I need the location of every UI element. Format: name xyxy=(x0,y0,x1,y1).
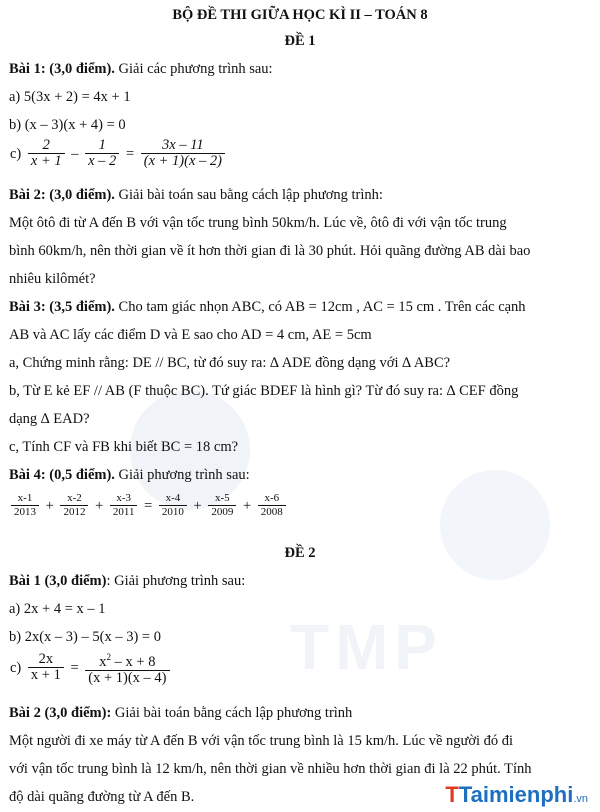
fraction: $\frac{x-4}{2010}$ xyxy=(159,492,187,519)
de1-bai3-b1: b, Từ E kẻ EF // AB (F thuộc BC). Tứ giác BDEF là hình gì? Từ đó suy ra: ∆ CEF đồng xyxy=(9,383,519,399)
de2-bai1-heading: Bài 1 (3,0 điểm): Giải phương trình sau: xyxy=(9,573,246,589)
fraction: $\frac{3x - 11}{(x + 1)(x - 2)}$ xyxy=(141,138,225,169)
de1-bai1-b: b) (x – 3)(x + 4) = 0 xyxy=(9,117,126,133)
de1-bai4-equation: $\frac{x-1}{2013}$ + $\frac{x-2}{2012}$ + $\frac{x-3}{2011}$ = $\frac{x-4}{2010}$ + $\frac{x-5}{2009}$ + $\frac{x-6}{2008}$ xyxy=(9,492,288,519)
de2-bai1-b: b) 2x(x – 3) – 5(x – 3) = 0 xyxy=(9,629,161,645)
de1-bai4-heading: Bài 4: (0,5 điểm). Giải phương trình sau: xyxy=(9,467,250,483)
de1-bai2-line1: Một ôtô đi từ A đến B với vận tốc trung bình 50km/h. Lúc về, ôtô đi với vận tốc trung xyxy=(9,215,507,231)
de2-bai2-heading: Bài 2 (3,0 điểm): Giải bài toán bằng cách lập phương trình xyxy=(9,705,353,721)
de2-bai1-a: a) 2x + 4 = x – 1 xyxy=(9,601,106,617)
section-heading-de2: ĐỀ 2 xyxy=(284,545,316,561)
document-title: BỘ ĐỀ THI GIỮA HỌC KÌ II – TOÁN 8 xyxy=(172,7,428,23)
fraction: $\frac{x-5}{2009}$ xyxy=(208,492,236,519)
fraction: $\frac{x-1}{2013}$ xyxy=(11,492,39,519)
de1-bai2-line3: nhiêu kilômét? xyxy=(9,271,96,287)
fraction: $\frac{1}{x - 2}$ xyxy=(85,138,119,169)
de1-bai1-c: c) $\frac{2}{x + 1}$ – $\frac{1}{x - 2}$ = $\frac{3x - 11}{(x + 1)(x - 2)}$ xyxy=(9,138,227,169)
watermark-tmp: TMP xyxy=(290,611,444,683)
de2-bai2-line3: độ dài quãng đường từ A đến B. xyxy=(9,789,195,805)
de2-bai1-c: c) $\frac{2x}{x + 1}$ = $\frac{x^2 - x + 8}{(x + 1)(x - 4)}$ xyxy=(9,650,172,686)
de1-bai1-a: a) 5(3x + 2) = 4x + 1 xyxy=(9,89,131,105)
de2-bai2-line1: Một người đi xe máy từ A đến B với vận tốc trung bình là 15 km/h. Lúc về người đó đi xyxy=(9,733,514,749)
fraction: $\frac{x-2}{2012}$ xyxy=(60,492,88,519)
fraction: $\frac{2}{x + 1}$ xyxy=(28,138,65,169)
fraction: $\frac{x^2 - x + 8}{(x + 1)(x - 4)}$ xyxy=(85,650,169,686)
section-heading-de1: ĐỀ 1 xyxy=(284,33,316,49)
fraction: $\frac{2x}{x + 1}$ xyxy=(28,652,64,683)
de1-bai3-c: c, Tính CF và FB khi biết BC = 18 cm? xyxy=(9,439,239,455)
brand-watermark-logo: TTaimienphi.vn xyxy=(441,782,592,808)
de1-bai3-heading: Bài 3: (3,5 điểm). Cho tam giác nhọn ABC, có AB = 12cm , AC = 15 cm . Trên các cạnh xyxy=(9,299,526,315)
fraction: $\frac{x-3}{2011}$ xyxy=(110,492,138,519)
de1-bai2-line2: bình 60km/h, nên thời gian về ít hơn thời gian đi là 30 phút. Hỏi quãng đường AB dài bao xyxy=(9,243,531,259)
fraction: $\frac{x-6}{2008}$ xyxy=(258,492,286,519)
de1-bai3-a: a, Chứng minh rằng: DE // BC, từ đó suy ra: ∆ ADE đồng dạng với ∆ ABC? xyxy=(9,355,451,371)
de2-bai2-line2: với vận tốc trung bình là 12 km/h, nên thời gian về nhiều hơn thời gian đi là 22 phút. Tính xyxy=(9,761,532,777)
de1-bai2-heading: Bài 2: (3,0 điểm). Giải bài toán sau bằng cách lập phương trình: xyxy=(9,187,383,203)
de1-bai3-line1: AB và AC lấy các điểm D và E sao cho AD = 4 cm, AE = 5cm xyxy=(9,327,372,343)
de1-bai3-b2: dạng ∆ EAD? xyxy=(9,411,90,427)
de1-bai1-heading: Bài 1: (3,0 điểm). Giải các phương trình sau: xyxy=(9,61,273,77)
watermark-circle xyxy=(440,470,550,580)
